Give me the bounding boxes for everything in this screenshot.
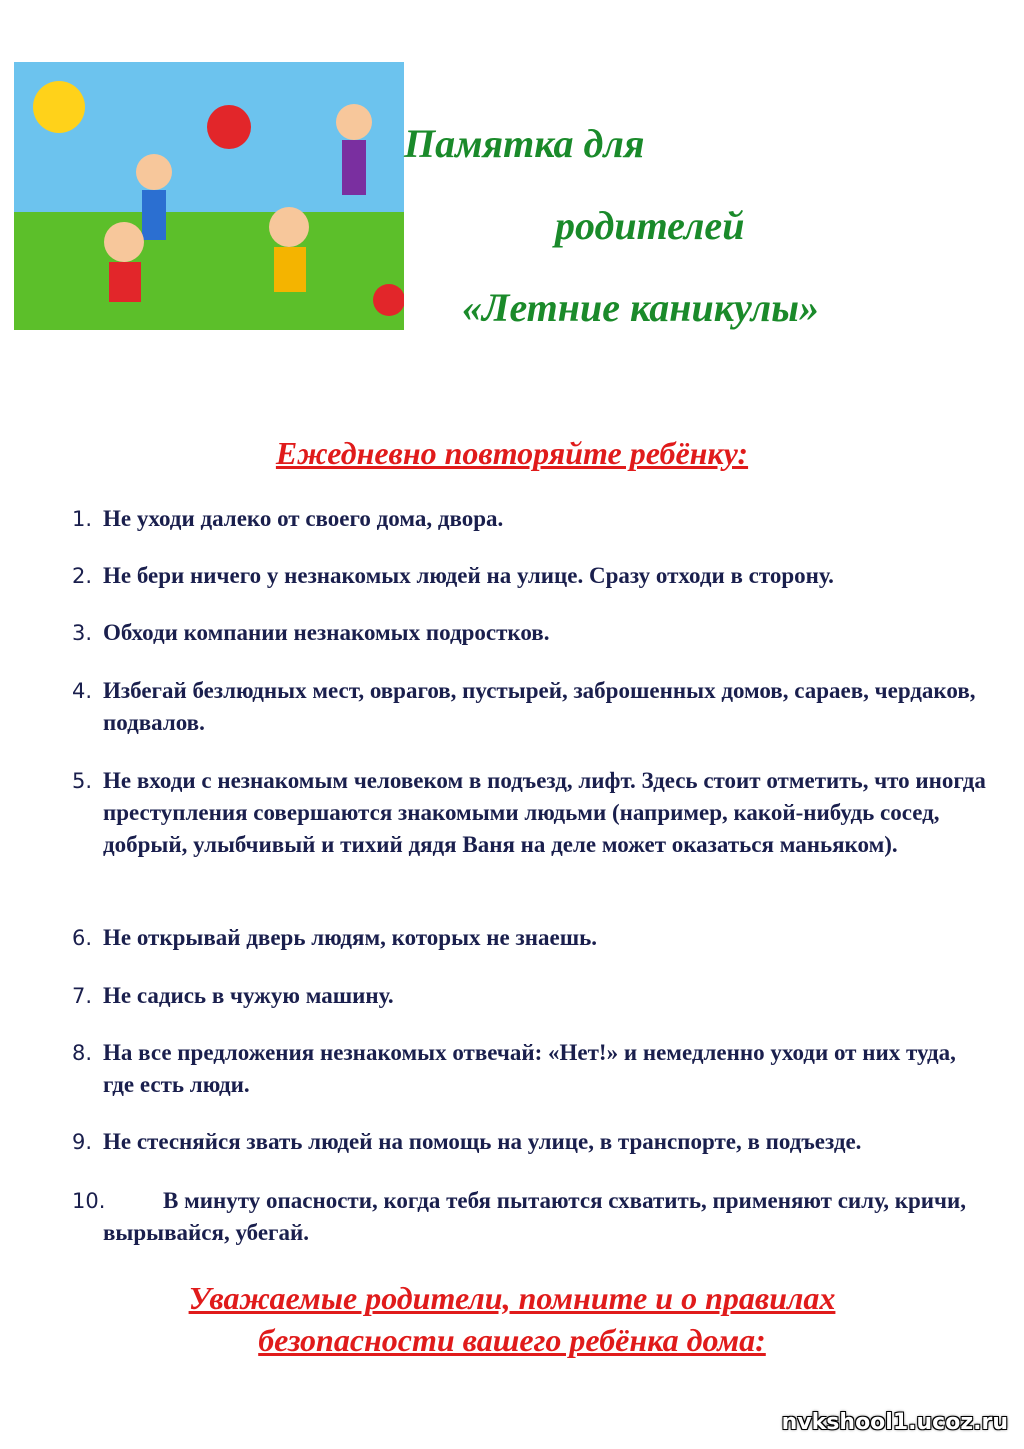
item-number: 4. (72, 679, 93, 703)
item-number: 3. (72, 621, 93, 645)
title-line-1: Памятка для (404, 121, 645, 166)
item-number: 10. (72, 1189, 106, 1213)
item-text: В минуту опасности, когда тебя пытаются схватить, применяют силу, кричи, вырывайся, убегай. (103, 1188, 967, 1245)
item-number: 6. (72, 926, 93, 950)
item-text: Обходи компании незнакомых подростков. (103, 620, 550, 645)
item-number: 7. (72, 984, 93, 1008)
item-text: Не входи с незнакомым человеком в подъезд, лифт. Здесь стоит отметить, что иногда преступления совершаются знакомыми людьми (например, какой-нибудь сосед, добрый, улыбчивый и тихий дядя Ваня на деле может оказаться маньяком). (103, 768, 986, 857)
item-text: Не стесняйся звать людей на помощь на улице, в транспорте, в подъезде. (103, 1129, 862, 1154)
children-playing-illustration (14, 62, 404, 330)
item-number: 1. (72, 507, 93, 531)
title-line-3: «Летние каникулы» (462, 285, 819, 330)
title-line-2: родителей (555, 203, 745, 248)
item-text: Не уходи далеко от своего дома, двора. (103, 506, 504, 531)
list-item (72, 675, 992, 739)
list-item (72, 922, 992, 954)
list-item (72, 1037, 992, 1101)
list-item (72, 1126, 992, 1158)
item-number: 9. (72, 1130, 93, 1154)
item-number: 2. (72, 564, 93, 588)
list-item (72, 617, 992, 649)
list-item (72, 980, 992, 1012)
list-item (72, 503, 992, 535)
watermark: nvkshool1.ucoz.ru (781, 1410, 1008, 1435)
item-text: Не садись в чужую машину. (103, 983, 394, 1008)
list-item (72, 765, 992, 861)
heading-home-safety-1: Уважаемые родители, помните и о правилах (188, 1280, 836, 1316)
heading-repeat-daily: Ежедневно повторяйте ребёнку: (275, 435, 749, 471)
item-text: На все предложения незнакомых отвечай: «Нет!» и немедленно уходи от них туда, где есть люди. (103, 1040, 956, 1097)
item-text: Не бери ничего у незнакомых людей на улице. Сразу отходи в сторону. (103, 563, 834, 588)
item-number: 5. (72, 769, 93, 793)
heading-home-safety-2: безопасности вашего ребёнка дома: (258, 1322, 766, 1358)
item-text: Избегай безлюдных мест, оврагов, пустырей, заброшенных домов, сараев, чердаков, подвалов. (103, 678, 976, 735)
list-item (72, 560, 992, 592)
item-number: 8. (72, 1041, 93, 1065)
list-item (72, 1185, 992, 1249)
item-text: Не открывай дверь людям, которых не знаешь. (103, 925, 598, 950)
